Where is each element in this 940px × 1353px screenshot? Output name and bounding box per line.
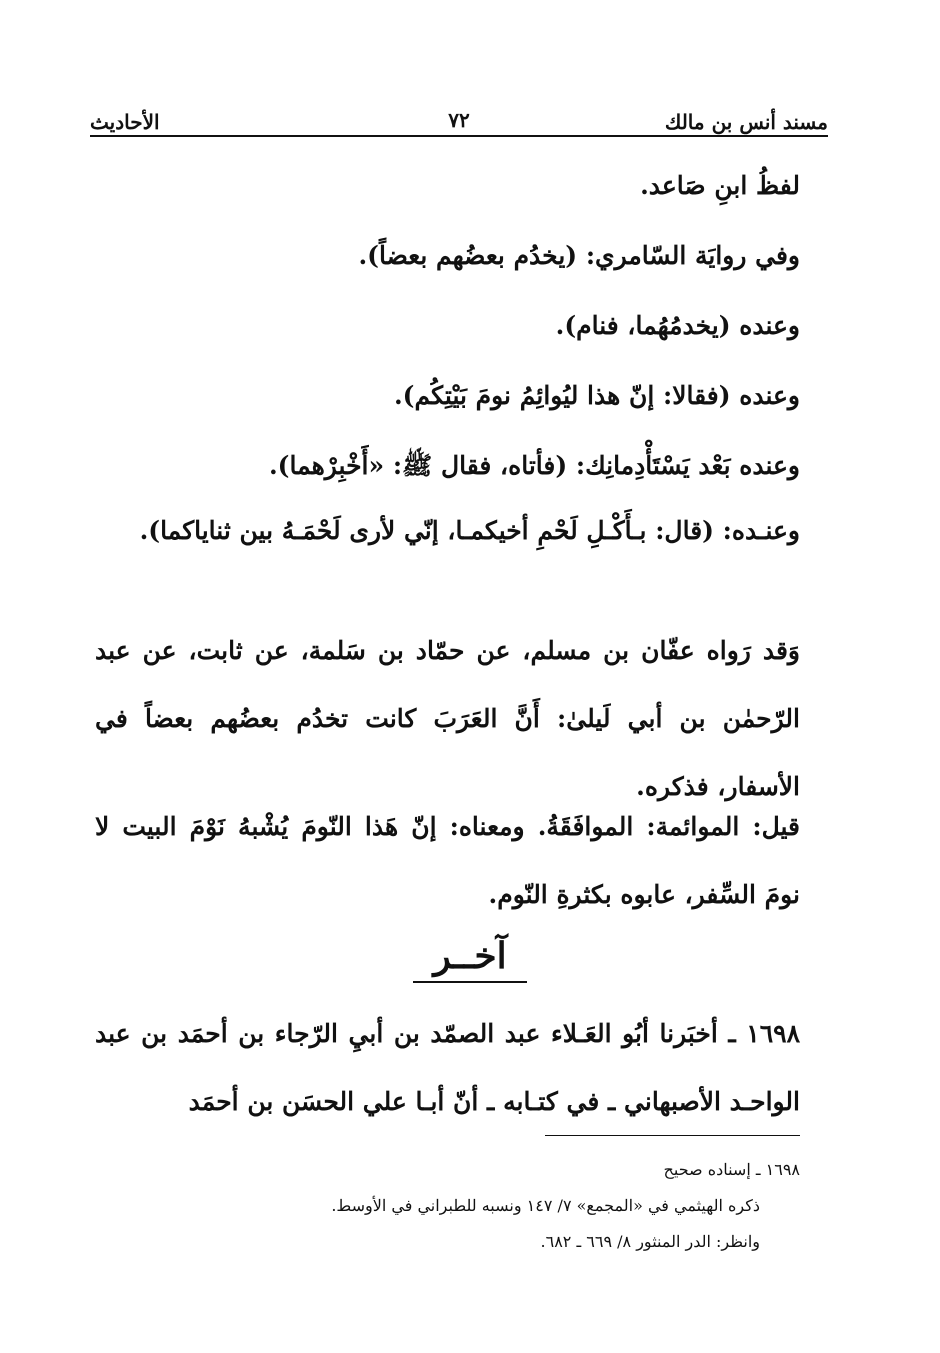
header-rule [90, 135, 828, 137]
section-heading-text: آخــر [413, 935, 526, 983]
footnote-line: ذكره الهيثمي في «المجمع» ٧/ ١٤٧ ونسبه للطبراني في الأوسط. [331, 1196, 760, 1215]
paragraph: وَقد رَواه عفّان بن مسلم، عن حمّاد بن سَلمة، عن ثابت، عن عبد الرّحمٰن بن أبي لَيلىٰ: أَنَّ العَرَبَ كانت تخدُم بعضُهم بعضاً في الأسفار، فذكره. [95, 636, 800, 801]
footnote-line: ١٦٩٨ ـ إسناده صحيح [663, 1160, 800, 1179]
paragraph: وفي روايَة السّامري: (يخدُم بعضُهم بعضاً). [358, 241, 800, 270]
paragraph: وعنده بَعْد يَسْتَأْدِمانِك: (فأتاه، فقال ﷺ: «أَخْبِرْهما). [268, 451, 800, 480]
paragraph: وعنـده: (قال: بـأَكْـلِ لَحْمِ أخيكمـا، إنّي لأرى لَحْمَـهُ بين ثناياكما). [139, 516, 800, 545]
hadith-paragraph: ١٦٩٨ ـ أخبَرنا أبُو العَـلاء عبد الصمّد بن أبيِ الرّجاء بن أحمَد بن عبد الواحـد الأصبهاني ـ في كتـابه ـ أنّ أبـا علي الحسَن بن أحمَد [95, 1019, 800, 1116]
running-header [90, 100, 828, 134]
header-section-title: الأحاديث [90, 110, 160, 134]
paragraph: وعنده (فقالا: إنّ هذا ليُوائِمُ نومَ بَيْتِكُم). [393, 381, 800, 410]
paragraph: قيل: الموائمة: الموافَقَةُ. ومعناه: إنّ هَذا النّومَ يُشْبهُ نَوْمَ البيت لا نومَ السِّفر، عابوه بكثرةِ النّوم. [95, 812, 800, 909]
footnote-rule [545, 1135, 800, 1136]
footnotes [95, 1152, 800, 1260]
footnote-line: وانظر: الدر المنثور ٨/ ٦٦٩ ـ ٦٨٢. [540, 1232, 760, 1251]
page-number: ٧٢ [448, 108, 470, 132]
header-book-title: مسند أنس بن مالك [664, 110, 828, 134]
paragraph: وعنده (يخدمُهُما، فنام). [555, 311, 800, 340]
paragraph: لفظُ ابنِ صَاعد. [640, 171, 800, 200]
section-heading [0, 935, 940, 983]
